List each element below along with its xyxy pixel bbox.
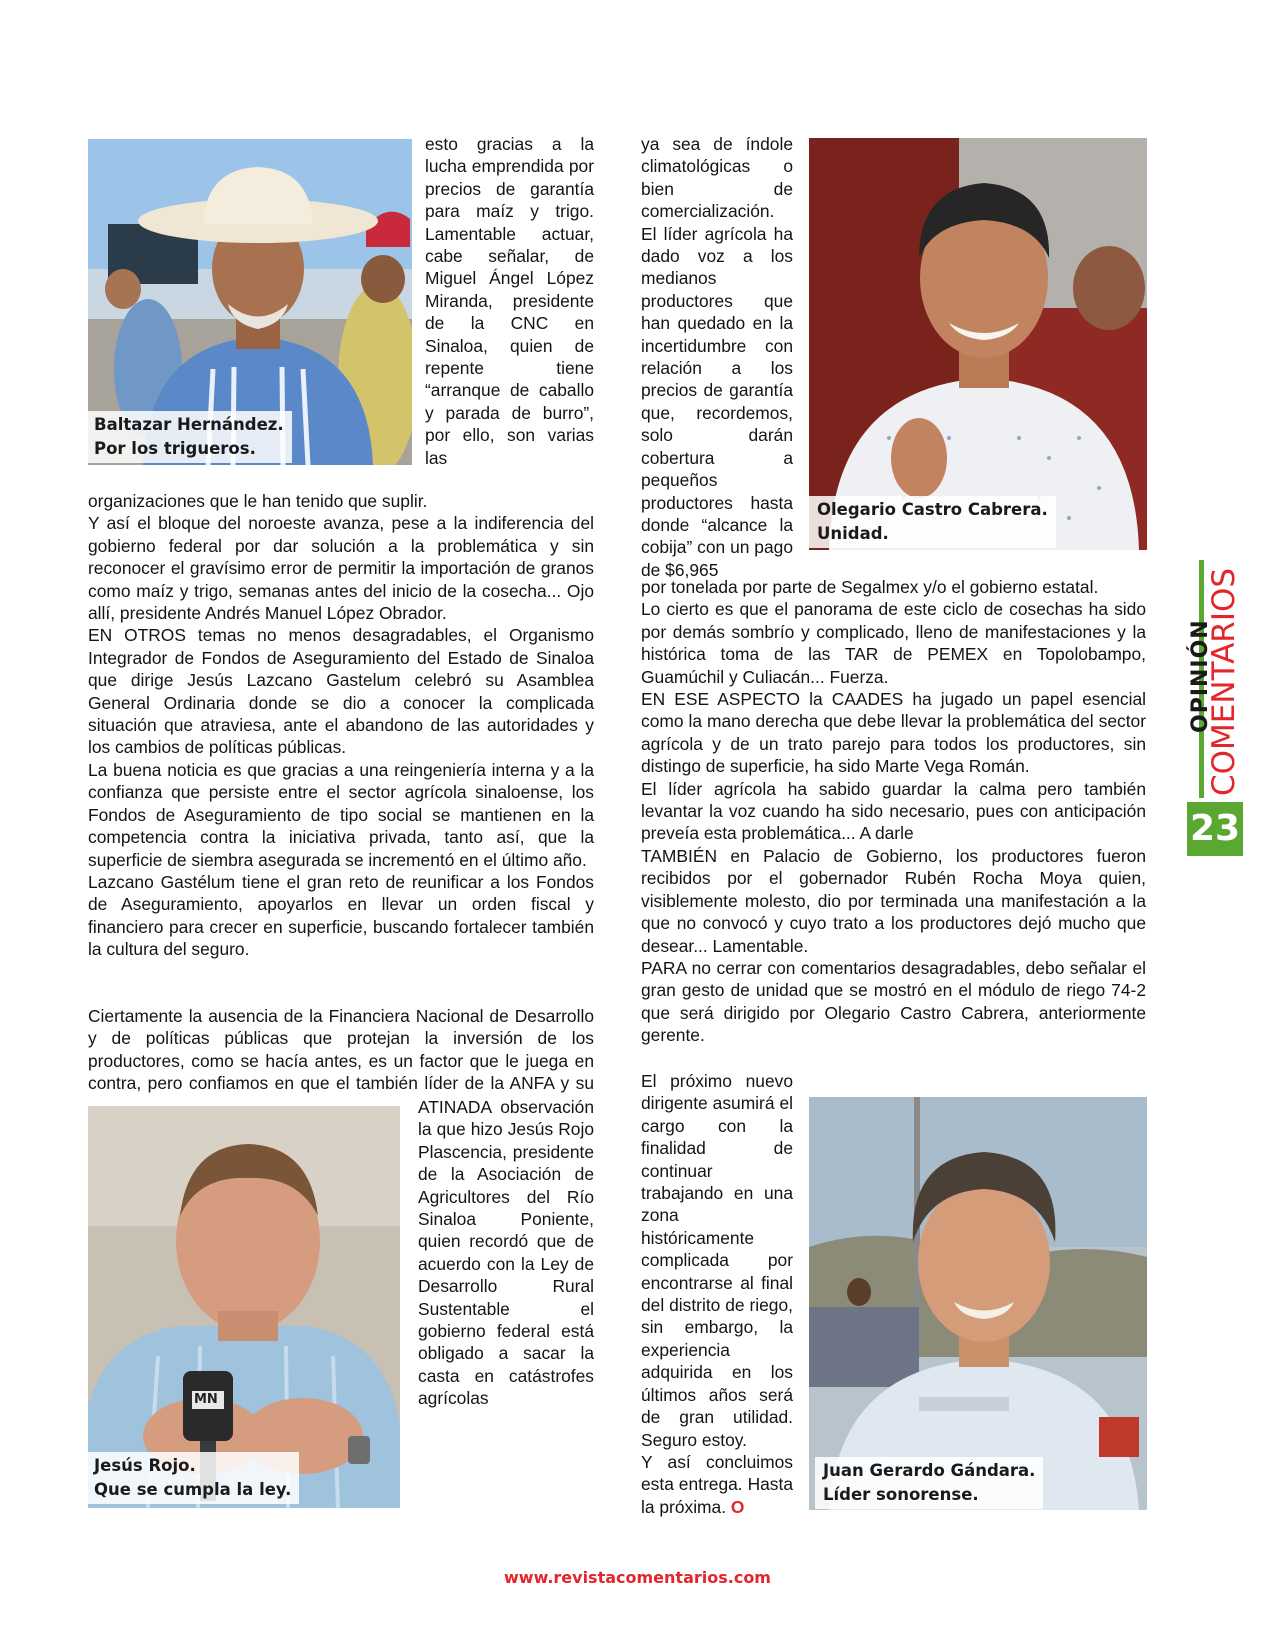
paragraph: PARA no cerrar con comentarios desagradables, debo señalar el gran gesto de unidad que se mostró en el módulo de riego 74-2 que será dirigido por Olegario Castro Cabrera, anteriormente gerente. [641, 957, 1146, 1046]
mic-logo: MN [194, 1392, 218, 1407]
paragraph: Lo cierto es que el panorama de este ciclo de cosechas ha sido por demás sombrío y complicado, lleno de manifestaciones y la histórica toma de las TAR de PEMEX en Topolobampo, Guamúchil y Culiacán... Fuerza. [641, 599, 1146, 687]
column1-narrow-text [425, 133, 594, 469]
column1-bottom-wide [88, 1005, 594, 1095]
paragraph: ya sea de índole climatológicas o bien de comercialización. El líder agrícola ha dado voz a los medianos productores que han quedado en la incertidumbre con relación a los precios de garantía que, recordemos, solo darán cobertura a pequeños productores hasta donde “alcance la cobija” con un pago de $6,965 [641, 134, 793, 580]
caption-line: Jesús Rojo. [94, 1456, 196, 1475]
paragraph: El líder agrícola ha sabido guardar la calma pero también levantar la voz cuando ha sido necesario, pues con anticipación preveía esta problemática... A darle [641, 778, 1146, 844]
end-mark-icon: O [730, 1496, 745, 1517]
paragraph: Y así el bloque del noroeste avanza, pese a la indiferencia del gobierno federal por dar solución a la problemática y sin reconocer el gravísimo error de permitir la importación de granos como maíz y trigo, semanas antes del inicio de la cosecha... Ojo allí, presidente Andrés Manuel López Obrador. [88, 513, 594, 624]
photo-caption-jesus [86, 1452, 299, 1504]
closing-text: Y así concluimos esta entrega. Hasta la próxima. [641, 1451, 793, 1517]
paragraph: El próximo nuevo dirigente asumirá el cargo con la finalidad de continuar trabajando en una zona históricamente complicada por encontrarse al final del distrito de riego, sin embargo, la experiencia adquirida en los últimos años será de gran utilidad. Seguro estoy. [641, 1071, 793, 1450]
photo-caption-juan [815, 1457, 1043, 1509]
paragraph: TAMBIÉN en Palacio de Gobierno, los productores fueron recibidos por el gobernador Rubén Rocha Moya quien, visiblemente molesto, dio por terminada una manifestación a la que no convocó y cuyo trato a los productores dejó mucho que desear... Lamentable. [641, 845, 1146, 956]
column1-bottom-narrow [418, 1096, 594, 1528]
section-label: OPINIÓN [1188, 619, 1213, 733]
column1-wide-text [88, 490, 594, 961]
column2-wide-text [641, 576, 1146, 1047]
photo-juan-gandara [809, 1097, 1147, 1510]
paragraph: organizaciones que le han tenido que suplir. [88, 491, 428, 511]
caption-line: Que se cumpla la ley. [94, 1480, 292, 1499]
paragraph [641, 1451, 793, 1518]
paragraph: esto gracias a la lucha emprendida por precios de garantía para maíz y trigo. Lamentable actuar, cabe señalar, de Miguel Ángel López Miranda, presidente de la CNC en Sinaloa, quien de repente tiene “arranque de caballo y parada de burro”, por ello, son varias las [425, 134, 594, 468]
paragraph: Lazcano Gastélum tiene el gran reto de reunificar a los Fondos de Aseguramiento, apoyarlos en llevar un orden fiscal y financiero para crecer en superficie, buscando fortalecer también la cultura del seguro. [88, 871, 594, 960]
page-number: 23 [1187, 802, 1243, 856]
caption-line: Baltazar Hernández. [94, 415, 284, 434]
brand-logo: COMENTARIOS [1206, 567, 1242, 796]
paragraph: ATINADA observación la que hizo Jesús Rojo Plascencia, presidente de la Asociación de Agricultores del Río Sinaloa Poniente, quien recordó que de acuerdo con la Ley de Desarrollo Rural Sustentable el gobierno federal está obligado a sacar la casta en catástrofes agrícolas [418, 1097, 594, 1409]
paragraph: EN OTROS temas no menos desagradables, el Organismo Integrador de Fondos de Aseguramiento del Estado de Sinaloa que dirige Jesús Lazcano Gastelum celebró su Asamblea General Ordinaria donde se dio a conocer la complicada situación que atraviesa, ante el abandono de las autoridades y los cambios de políticas públicas. [88, 625, 594, 758]
photo-caption-baltazar [86, 411, 292, 463]
caption-line: Unidad. [817, 524, 889, 543]
caption-line: Por los trigueros. [94, 439, 256, 458]
column2-narrow-bottom [641, 1070, 793, 1518]
photo-caption-olegario [809, 496, 1056, 548]
caption-line: Líder sonorense. [823, 1485, 979, 1504]
paragraph: EN ESE ASPECTO la CAADES ha jugado un papel esencial como la mano derecha que debe llevar la problemática del sector agrícola y de un trato parejo para todos los productores, sin distingo de superficie, ha sido Marte Vega Román. [641, 689, 1146, 777]
footer-url[interactable]: www.revistacomentarios.com [504, 1568, 771, 1587]
paragraph: por tonelada por parte de Segalmex y/o el gobierno estatal. [641, 577, 1099, 597]
column2-narrow-top [641, 133, 793, 583]
caption-line: Olegario Castro Cabrera. [817, 500, 1048, 519]
paragraph: Ciertamente la ausencia de la Financiera Nacional de Desarrollo y de políticas públicas que protejan la inversión de los productores, como se hacía antes, es un factor que le juega en contra, pero confiamos en que el también líder de la ANFA y su [88, 1006, 594, 1094]
caption-line: Juan Gerardo Gándara. [823, 1461, 1036, 1480]
paragraph: La buena noticia es que gracias a una reingeniería interna y a la confianza que persiste entre el sector agrícola sinaloense, los Fondos de Aseguramiento de tipo social se mantienen en la competencia contra la iniciativa privada, tanto así, que la superficie de siembra asegurada se incrementó en el último año. [88, 759, 594, 870]
photo-jesus-rojo [88, 1106, 400, 1508]
photo-olegario-castro [809, 138, 1147, 550]
section-side-tab [1187, 560, 1243, 860]
